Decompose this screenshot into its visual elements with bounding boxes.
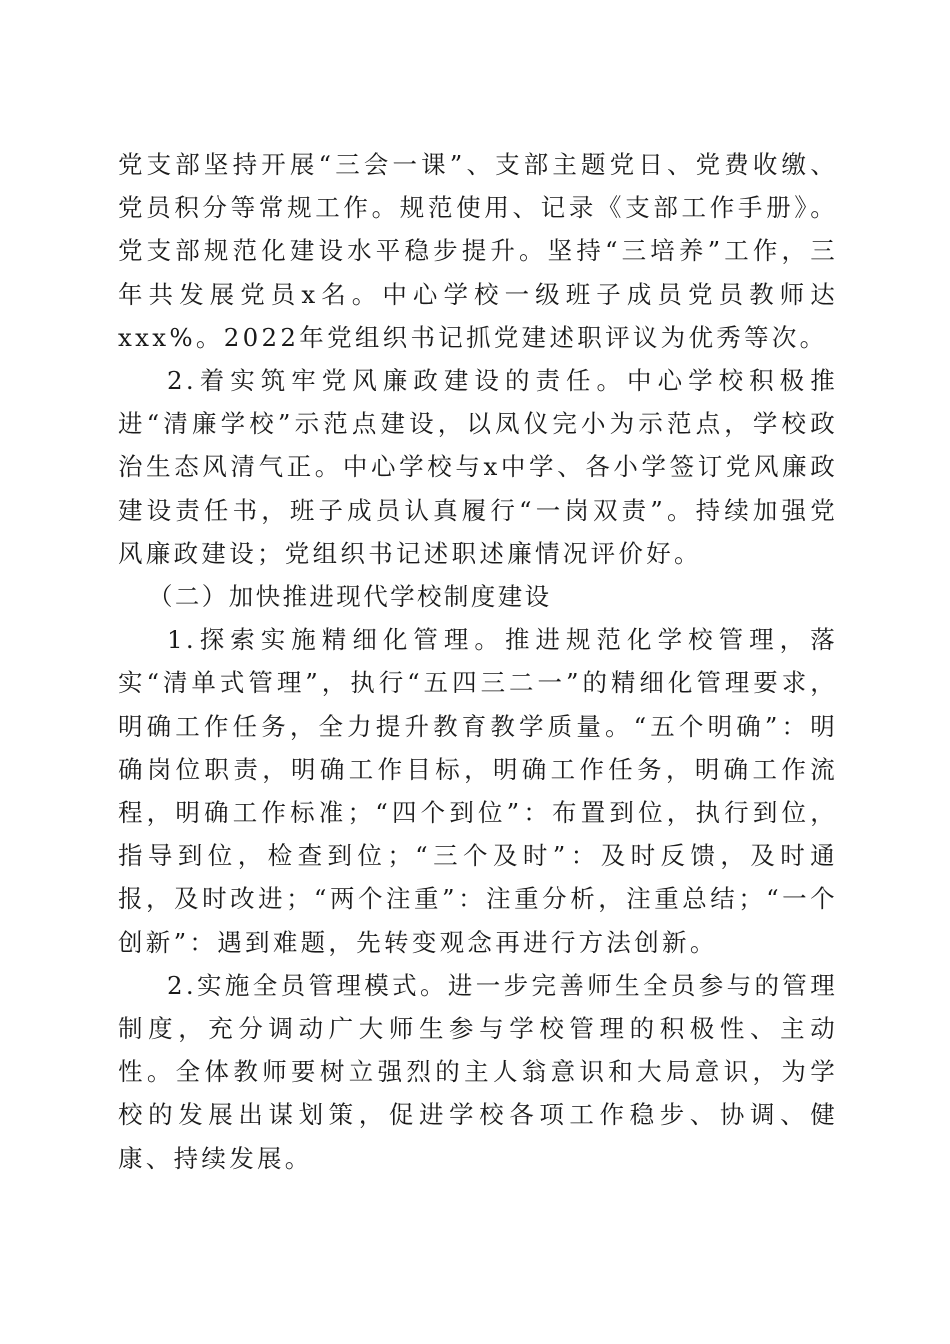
document-body	[118, 143, 838, 1180]
section-heading-modern-school-system: （二）加快推进现代学校制度建设	[148, 582, 552, 612]
paragraph-clean-governance: 2.着实筑牢党风廉政建设的责任。中心学校积极推进“清廉学校”示范点建设，以凤仪完小为示范点，学校政治生态风清气正。中心学校与x中学、各小学签订党风廉政建设责任书，班子成员认真履行“一岗双责”。持续加强党风廉政建设；党组织书记述职述廉情况评价好。	[118, 366, 838, 568]
paragraph-full-participation-management: 2.实施全员管理模式。进一步完善师生全员参与的管理制度，充分调动广大师生参与学校管理的积极性、主动性。全体教师要树立强烈的主人翁意识和大局意识，为学校的发展出谋划策，促进学校各项工作稳步、协调、健康、持续发展。	[118, 970, 838, 1173]
paragraph-refined-management: 1.探索实施精细化管理。推进规范化学校管理，落实“清单式管理”，执行“五四三二一”的精细化管理要求，明确工作任务，全力提升教育教学质量。“五个明确”：明确岗位职责，明确工作目标，明确工作任务，明确工作流程，明确工作标准；“四个到位”：布置到位，执行到位，指导到位，检查到位；“三个及时”：及时反馈，及时通报，及时改进；“两个注重”：注重分析，注重总结；“一个创新”：遇到难题，先转变观念再进行方法创新。	[118, 625, 838, 957]
paragraph-party-branch-work: 党支部坚持开展“三会一课”、支部主题党日、党费收缴、党员积分等常规工作。规范使用、记录《支部工作手册》。党支部规范化建设水平稳步提升。坚持“三培养”工作，三年共发展党员x名。中心学校一级班子成员党员教师达xxx%。2022年党组织书记抓党建述职评议为优秀等次。	[118, 150, 838, 352]
